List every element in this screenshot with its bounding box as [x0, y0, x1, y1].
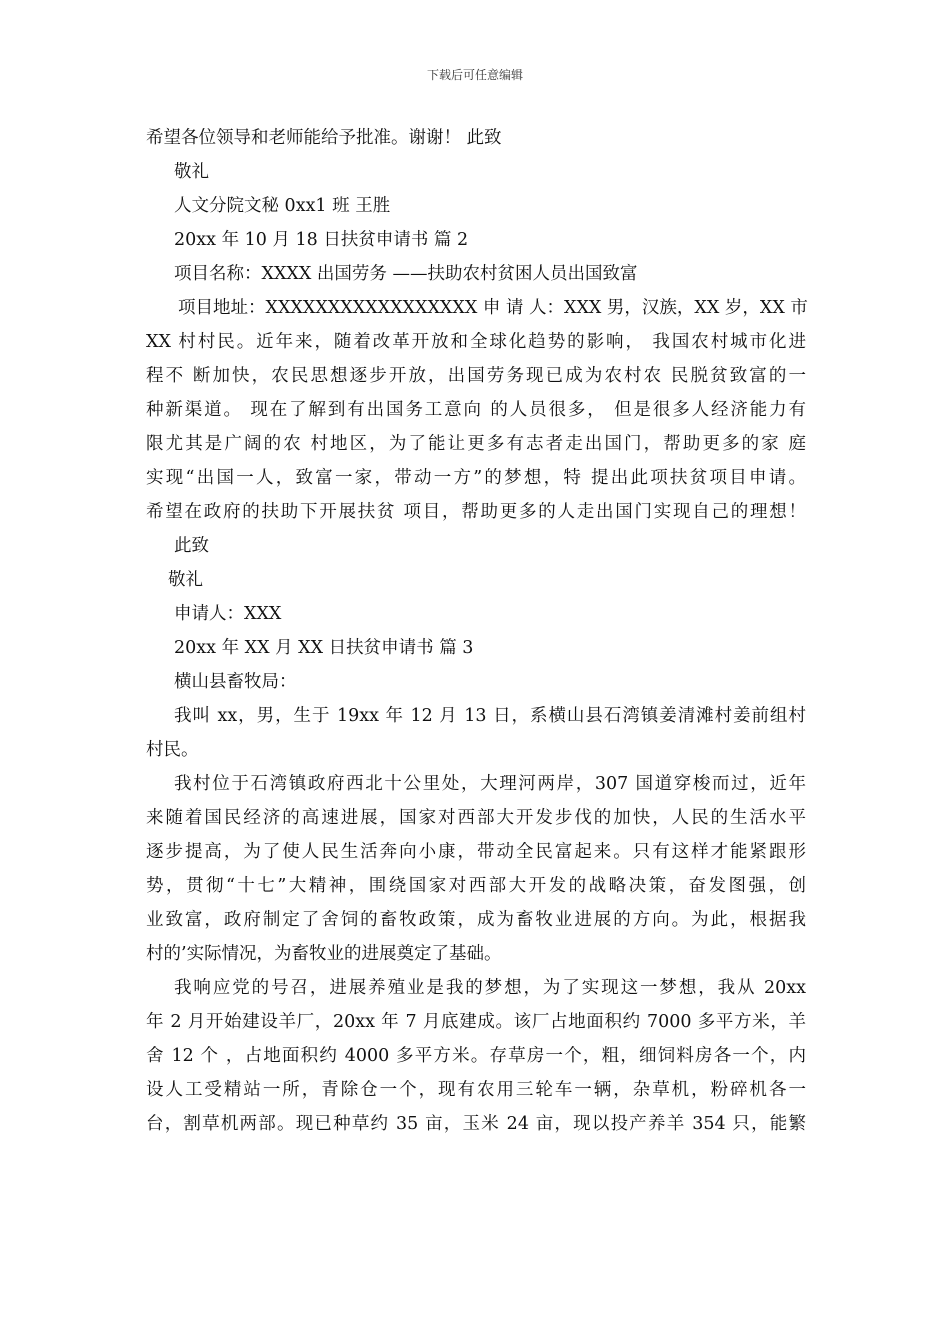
text-line: 业致富，政府制定了舍饲的畜牧政策，成为畜牧业进展的方向。为此，根据我	[146, 910, 806, 930]
text-line: 村民。	[146, 740, 199, 760]
text-line: 此致	[174, 536, 209, 556]
text-line: 20xx 年 10 月 18 日扶贫申请书 篇 2	[174, 230, 469, 250]
text-line: XX 村村民。近年来，随着改革开放和全球化趋势的影响， 我国农村城市化进	[146, 332, 806, 352]
text-line: 我响应党的号召，进展养殖业是我的梦想，为了实现这一梦想，我从 20xx	[174, 978, 806, 998]
text-line: 申请人：XXX	[174, 604, 282, 624]
text-line: 来随着国民经济的高速进展，国家对西部大开发步伐的加快，人民的生活水平	[146, 808, 806, 828]
text-line: 项目名称：XXXX 出国劳务 ——扶助农村贫困人员出国致富	[174, 264, 638, 284]
text-line: 20xx 年 XX 月 XX 日扶贫申请书 篇 3	[174, 638, 474, 658]
text-line: 人文分院文秘 0xx1 班 王胜	[174, 196, 391, 216]
text-line: 村的’实际情况，为畜牧业的进展奠定了基础。	[146, 944, 502, 964]
text-line: 年 2 月开始建设羊厂，20xx 年 7 月底建成。该厂占地面积约 7000 多平方米，羊	[146, 1012, 806, 1032]
text-line: 横山县畜牧局：	[174, 672, 297, 692]
text-line: 限尤其是广阔的农 村地区，为了能让更多有志者走出国门，帮助更多的家 庭	[146, 434, 806, 454]
text-line: 逐步提高，为了使人民生活奔向小康，带动全民富起来。只有这样才能紧跟形	[146, 842, 806, 862]
text-line: 敬礼	[174, 162, 209, 182]
text-line: 实现“出国一人，致富一家，带动一方”的梦想，特 提出此项扶贫项目申请。	[146, 468, 806, 488]
text-line: 我村位于石湾镇政府西北十公里处，大理河两岸，307 国道穿梭而过，近年	[174, 774, 806, 794]
page-header: 下载后可任意编辑	[426, 68, 523, 82]
text-line: 舍 12 个 ，占地面积约 4000 多平方米。存草房一个，粗，细饲料房各一个，内	[146, 1046, 806, 1066]
text-line: 我叫 xx，男，生于 19xx 年 12 月 13 日，系横山县石湾镇姜清滩村姜前组村	[174, 706, 806, 726]
text-line: 项目地址：XXXXXXXXXXXXXXXXX 申 请 人：XXX 男，汉族，XX 岁，XX 市	[178, 298, 808, 318]
text-line: 希望在政府的扶助下开展扶贫 项目，帮助更多的人走出国门实现自己的理想！	[146, 502, 806, 522]
text-line: 希望各位领导和老师能给予批准。谢谢！ 此致	[146, 128, 502, 148]
text-line: 势，贯彻“十七”大精神，围绕国家对西部大开发的战略决策，奋发图强，创	[146, 876, 806, 896]
text-line: 设人工受精站一所，青除仓一个，现有农用三轮车一辆，杂草机，粉碎机各一	[146, 1080, 806, 1100]
text-line: 种新渠道。 现在了解到有出国务工意向 的人员很多， 但是很多人经济能力有	[146, 400, 806, 420]
text-line: 台，割草机两部。现已种草约 35 亩，玉米 24 亩，现以投产养羊 354 只，能繁	[146, 1114, 806, 1134]
text-line: 敬礼	[168, 570, 203, 590]
text-line: 程不 断加快，农民思想逐步开放，出国劳务现已成为农村农 民脱贫致富的一	[146, 366, 806, 386]
document-body	[146, 121, 806, 1141]
